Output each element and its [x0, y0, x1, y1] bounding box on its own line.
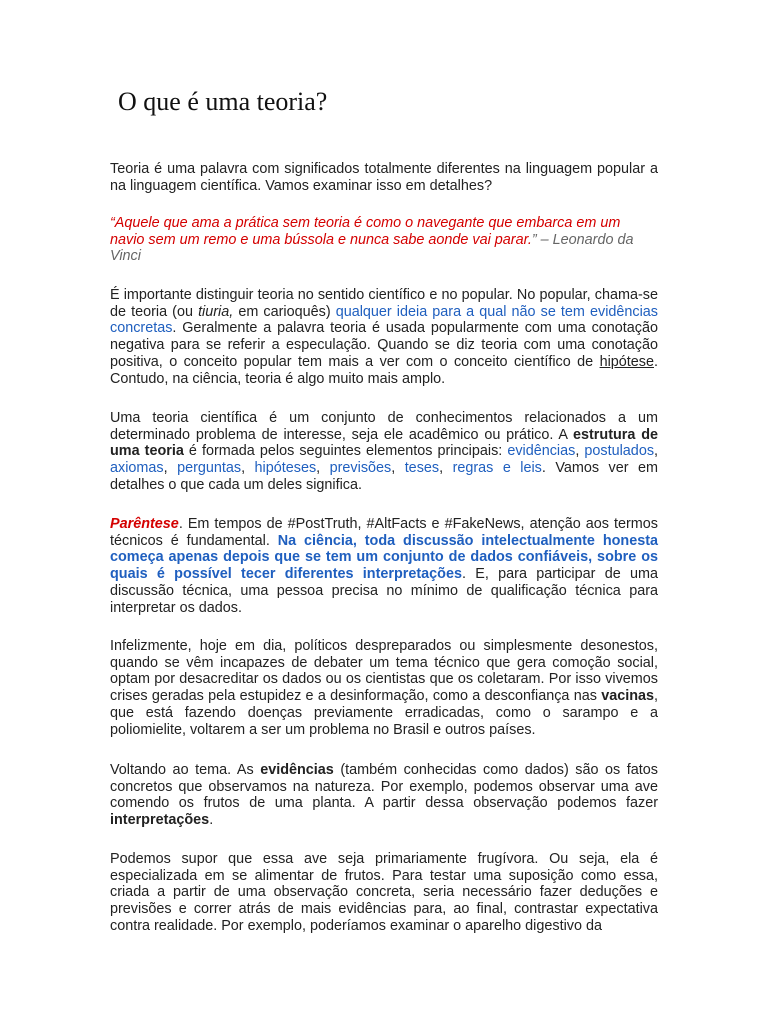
link-regras-e-leis[interactable]: regras e leis — [452, 460, 542, 477]
link-evidencias[interactable]: evidências — [507, 443, 576, 460]
link-previsoes[interactable]: previsões — [329, 460, 392, 477]
text-span: (também conhecidas como dados) são os fatos concretos que observamos na natureza. Por exemplo, podemos observar uma ave comendo os frutos de uma planta. A partir dessa observação podemos fazer — [110, 762, 658, 812]
text-evidencias: evidências — [260, 762, 334, 778]
text-span: . — [209, 812, 214, 829]
text-tiuria: tiuria, — [198, 303, 234, 320]
quote-attribution: ” – Leonardo da Vinci — [110, 231, 634, 265]
paragraph-infelizmente — [110, 638, 658, 738]
text-span: Voltando ao tema. As — [110, 762, 261, 778]
link-qualquer-ideia[interactable]: qualquer ideia para a qual não se tem evidências concretas — [110, 303, 658, 337]
paragraph-intro: Teoria é uma palavra com significados totalmente diferentes na linguagem popular a na linguagem científica. Vamos examinar isso em detalhes? — [110, 161, 658, 194]
text-span: Uma teoria científica é um conjunto de conhecimentos relacionados a um determinado problema de interesse, seja ele acadêmico ou prático. A — [110, 410, 658, 443]
link-hipoteses[interactable]: hipóteses — [254, 460, 317, 477]
separator: , — [391, 460, 405, 477]
link-perguntas[interactable]: perguntas — [177, 460, 242, 477]
paragraph-distinguir — [110, 287, 658, 387]
text-span: . Geralmente a palavra teoria é usada popularmente com uma conotação negativa para se referir a especulação. Quando se diz teoria com uma conotação positiva, o conceito popular tem mais a ver com o conceito científico de — [110, 320, 658, 370]
label-parentese: Parêntese — [110, 516, 179, 532]
text-span: . Em tempos de #PostTruth, #AltFacts e #FakeNews, atenção aos termos técnicos é fundamental. — [110, 516, 658, 549]
text-span: . Contudo, na ciência, teoria é algo muito mais amplo. — [110, 353, 658, 387]
separator: , — [163, 460, 178, 477]
text-span: É importante distinguir teoria no sentido científico e no popular. No popular, chama-se de teoria (ou — [110, 287, 658, 320]
text-interpretacoes: interpretações — [110, 812, 210, 829]
text-span: , que está fazendo doenças previamente erradicadas, como o sarampo e a poliomielite, voltarem a ser um problema no Brasil e outros países. — [110, 688, 658, 738]
text-span: Infelizmente, hoje em dia, políticos despreparados ou simplesmente desonestos, quando se vêm incapazes de debater um tema técnico que gera comoção social, optam por desacreditar os dados ou os cientistas que os coletaram. Por isso vivemos crises geradas pela estupidez e a desinformação, como a desconfiança nas — [110, 638, 658, 705]
quote-leonardo-da-vinci — [110, 215, 658, 265]
text-span: . Vamos ver em detalhes o que cada um deles significa. — [110, 460, 658, 493]
text-span: é formada pelos seguintes elementos principais: — [183, 443, 508, 460]
separator: , — [654, 443, 659, 460]
paragraph-voltando — [110, 762, 658, 829]
link-teses[interactable]: teses — [404, 460, 440, 477]
link-postulados[interactable]: postulados — [584, 443, 655, 460]
text-span: em carioquês) — [233, 303, 336, 320]
separator: , — [575, 443, 585, 460]
page-title: O que é uma teoria? — [118, 87, 328, 116]
paragraph-parentese — [110, 516, 658, 616]
text-estrutura-de-uma-teoria: estrutura de uma teoria — [110, 426, 658, 460]
link-axiomas[interactable]: axiomas — [110, 460, 164, 477]
text-vacinas: vacinas — [601, 688, 654, 705]
separator: , — [316, 460, 330, 477]
text-span: . E, para participar de uma discussão técnica, uma pessoa precisa no mínimo de qualificação técnica para interpretar os dados. — [110, 566, 659, 616]
quote-text: “Aquele que ama a prática sem teoria é como o navegante que embarca em um navio sem um remo e uma bússola e nunca sabe aonde vai parar. — [110, 215, 621, 248]
paragraph-podemos: Podemos supor que essa ave seja primariamente frugívora. Ou seja, ela é especializada em se alimentar de frutos. Para testar uma suposição como essa, criada a partir de uma observação concreta, seria necessário fazer deduções e previsões e correr atrás de mais evidências para, ao final, contrastar expectativa contra realidade. Por exemplo, poderíamos examinar o aparelho digestivo da — [110, 851, 658, 934]
paragraph-teoria-cientifica — [110, 410, 658, 494]
link-hipotese[interactable]: hipótese — [599, 353, 654, 370]
separator: , — [439, 460, 453, 477]
separator: , — [241, 460, 255, 477]
link-discussao-intelectualmente-honesta[interactable]: Na ciência, toda discussão intelectualmente honesta começa apenas depois que se tem um conjunto de dados confiáveis, sobre os quais é possível tecer diferentes interpretações — [110, 532, 658, 583]
